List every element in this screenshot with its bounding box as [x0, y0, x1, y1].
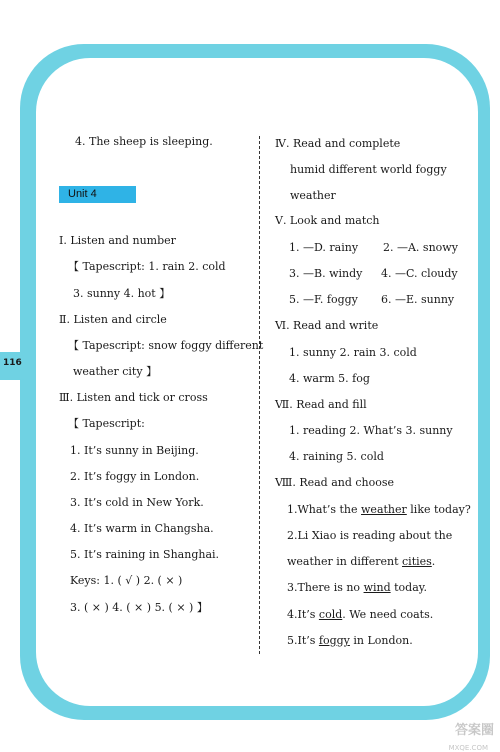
- section-3-item: 4. It’s warm in Changsha.: [70, 522, 214, 535]
- section-3-keys-2: 3. ( × ) 4. ( × ) 5. ( × ) 】: [70, 601, 208, 614]
- section-4-line-1: humid different world foggy: [290, 163, 447, 176]
- choose-text: 5.It’s: [287, 634, 319, 647]
- page-number: 116: [3, 358, 22, 368]
- section-7-line-1: 1. reading 2. What’s 3. sunny: [289, 424, 453, 437]
- choose-line-3: [287, 555, 435, 569]
- choose-text: like today?: [406, 503, 471, 516]
- choose-text: in London.: [349, 634, 413, 647]
- choose-text: . We need coats.: [342, 608, 434, 621]
- choose-text: .: [431, 555, 436, 568]
- choose-line-5: [287, 608, 433, 622]
- section-4-line-2: weather: [290, 189, 336, 202]
- choose-text: weather in different: [287, 555, 403, 568]
- section-1-tapescript-2: 3. sunny 4. hot 】: [73, 287, 171, 300]
- section-6-line-1: 1. sunny 2. rain 3. cold: [289, 346, 417, 359]
- section-3-heading: Ⅲ. Listen and tick or cross: [59, 391, 208, 404]
- watermark-logo: 答案圈: [454, 723, 494, 738]
- choose-text: today.: [390, 581, 428, 594]
- section-1-heading: Ⅰ. Listen and number: [59, 234, 176, 247]
- choose-text: 4.It’s: [287, 608, 319, 621]
- match-item: 1. —D. rainy: [289, 241, 359, 254]
- choose-answer: foggy: [318, 634, 350, 647]
- choose-line-2: 2.Li Xiao is reading about the: [287, 529, 453, 542]
- section-2-tapescript-2: weather city 】: [73, 365, 158, 378]
- match-item: 5. —F. foggy: [289, 293, 358, 306]
- match-item: 4. —C. cloudy: [381, 267, 458, 280]
- column-divider: [259, 136, 260, 654]
- section-6-line-2: 4. warm 5. fog: [289, 372, 370, 385]
- section-2-tapescript: 【 Tapescript: snow foggy different: [68, 339, 264, 352]
- choose-answer: cold: [318, 608, 343, 621]
- section-3-item: 1. It’s sunny in Beijing.: [70, 444, 199, 457]
- choose-line-6: [287, 634, 413, 648]
- section-8-heading: Ⅷ. Read and choose: [275, 476, 395, 489]
- choose-line-4: [287, 581, 427, 595]
- watermark-url: MXQE.COM: [448, 744, 488, 752]
- choose-text: 1.What’s the: [287, 503, 362, 516]
- section-3-item: 3. It’s cold in New York.: [70, 496, 204, 509]
- choose-answer: cities: [402, 555, 432, 568]
- section-7-heading: Ⅶ. Read and fill: [275, 398, 367, 411]
- choose-text: 3.There is no: [287, 581, 364, 594]
- choose-answer: weather: [361, 503, 407, 516]
- section-4-heading: Ⅳ. Read and complete: [275, 137, 401, 150]
- section-3-item: 2. It’s foggy in London.: [70, 470, 200, 483]
- match-item: 2. —A. snowy: [383, 241, 458, 254]
- choose-line-1: [287, 503, 471, 517]
- section-2-heading: Ⅱ. Listen and circle: [59, 313, 167, 326]
- section-3-tapescript: 【 Tapescript:: [68, 417, 145, 430]
- match-item: 3. —B. windy: [289, 267, 363, 280]
- section-6-heading: Ⅵ. Read and write: [275, 319, 379, 332]
- section-3-item: 5. It’s raining in Shanghai.: [70, 548, 220, 561]
- section-3-keys: Keys: 1. ( √ ) 2. ( × ): [70, 574, 183, 587]
- section-1-tapescript: 【 Tapescript: 1. rain 2. cold: [68, 260, 226, 273]
- section-7-line-2: 4. raining 5. cold: [289, 450, 384, 463]
- section-5-heading: Ⅴ. Look and match: [275, 214, 380, 227]
- choose-answer: wind: [363, 581, 391, 594]
- top-line: 4. The sheep is sleeping.: [75, 135, 213, 148]
- unit-label: Unit 4: [68, 188, 97, 200]
- match-item: 6. —E. sunny: [381, 293, 455, 306]
